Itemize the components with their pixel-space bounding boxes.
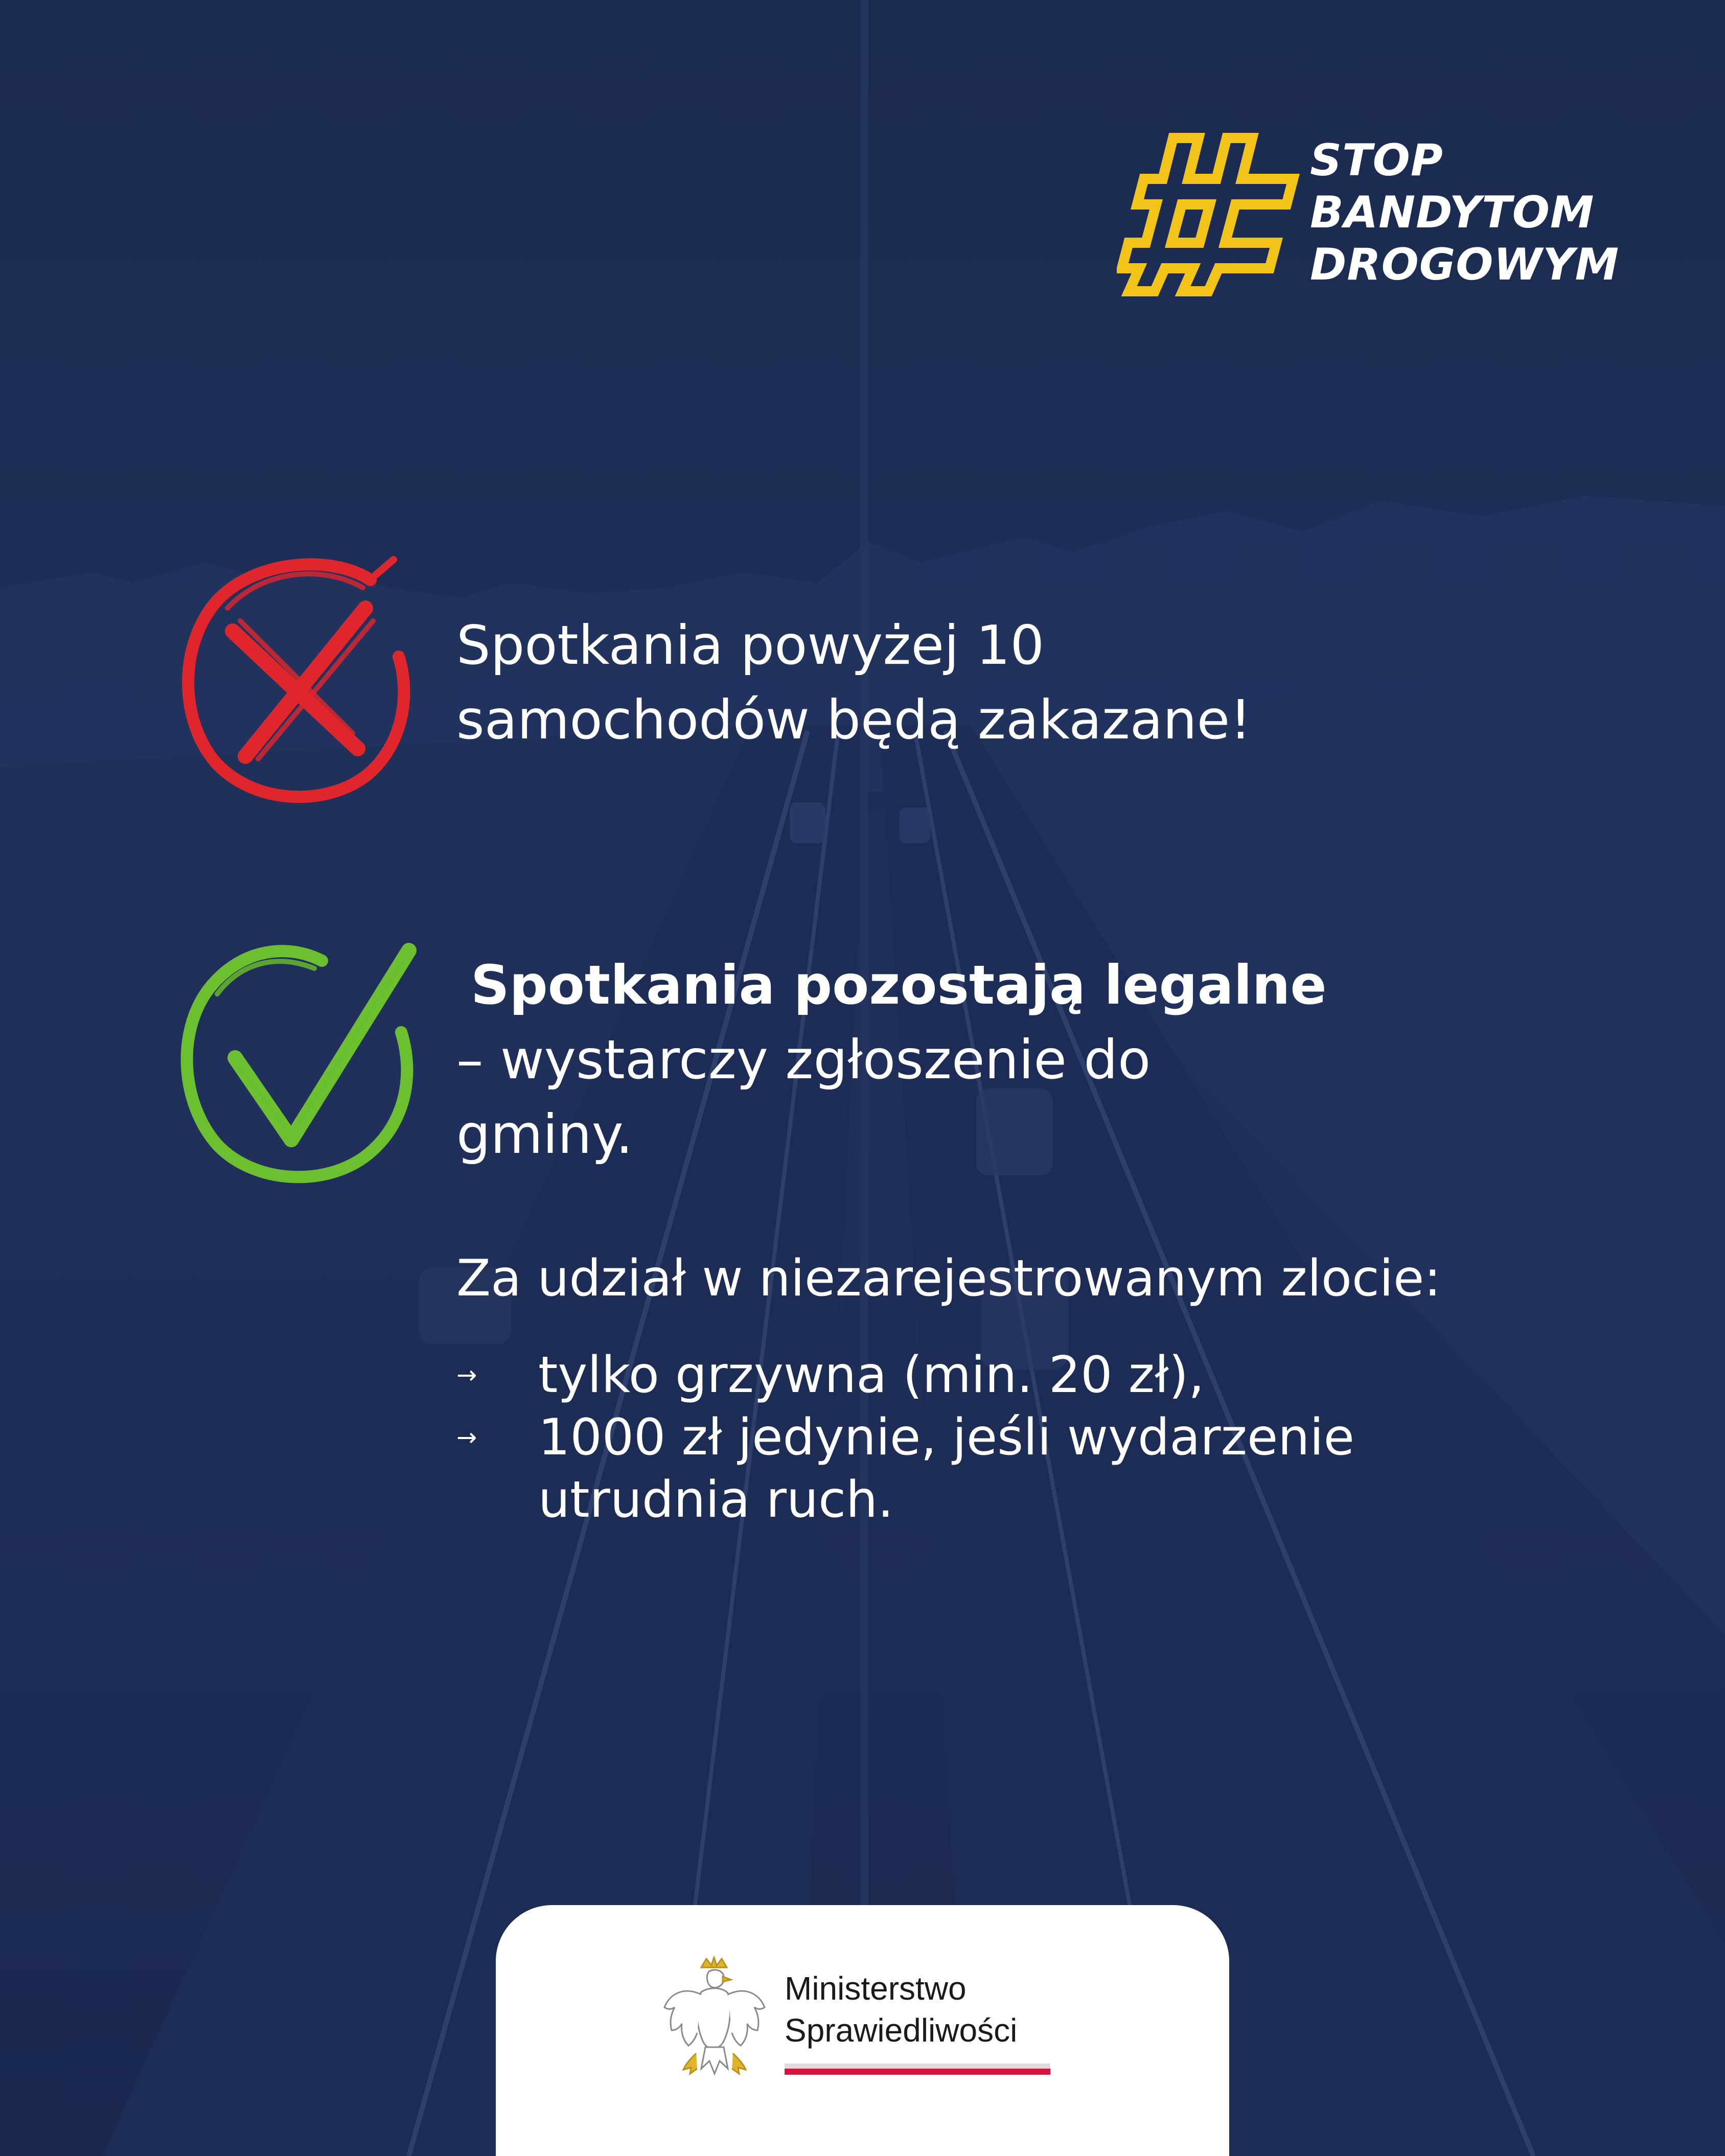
list-item: [456, 1344, 1354, 1406]
point-legal-line3: gminy.: [456, 1103, 633, 1166]
red-cross-icon: [169, 549, 424, 815]
list-item: [456, 1406, 1354, 1531]
flag-white-stripe: [785, 2064, 1050, 2069]
penalty-item-1-line1: tylko grzywna (min. 20 zł),: [538, 1346, 1205, 1404]
ministry-line1: Ministerstwo: [785, 1970, 967, 2007]
point-banned-text: [456, 608, 1251, 757]
penalty-item-2-line1: 1000 zł jedynie, jeśli wydarzenie: [538, 1408, 1354, 1467]
ministry-name: [785, 1967, 1017, 2051]
arrow-icon: →: [456, 1361, 477, 1389]
penalty-item-2-line2: utrudnia ruch.: [538, 1471, 894, 1529]
logo-line-drogowym: DROGOWYM: [1310, 239, 1620, 290]
point-banned-line1: Spotkania powyżej 10: [456, 614, 1045, 677]
penalty-list: [456, 1344, 1354, 1531]
point-legal-text: [456, 948, 1327, 1172]
point-banned-line2: samochodów będą zakazane!: [456, 689, 1252, 751]
arrow-icon: →: [456, 1423, 477, 1452]
point-legal-line2: – wystarczy zgłoszenie do: [456, 1029, 1151, 1091]
logo-line-stop: STOP: [1310, 135, 1443, 186]
flag-red-stripe: [785, 2069, 1050, 2075]
ministry-line2: Sprawiedliwości: [785, 2012, 1018, 2049]
logo-line-bandytom: BANDYTOM: [1310, 187, 1595, 238]
green-check-icon: [169, 930, 424, 1196]
point-legal-bold: Spotkania pozostają legalne: [471, 954, 1327, 1016]
penalty-intro: Za udział w niezarejestrowanym zlocie:: [456, 1249, 1441, 1308]
campaign-logo: [1117, 130, 1653, 299]
hashtag-icon: [1117, 130, 1301, 299]
ministry-footer: [496, 1905, 1229, 2156]
polish-eagle-icon: [660, 1956, 768, 2089]
